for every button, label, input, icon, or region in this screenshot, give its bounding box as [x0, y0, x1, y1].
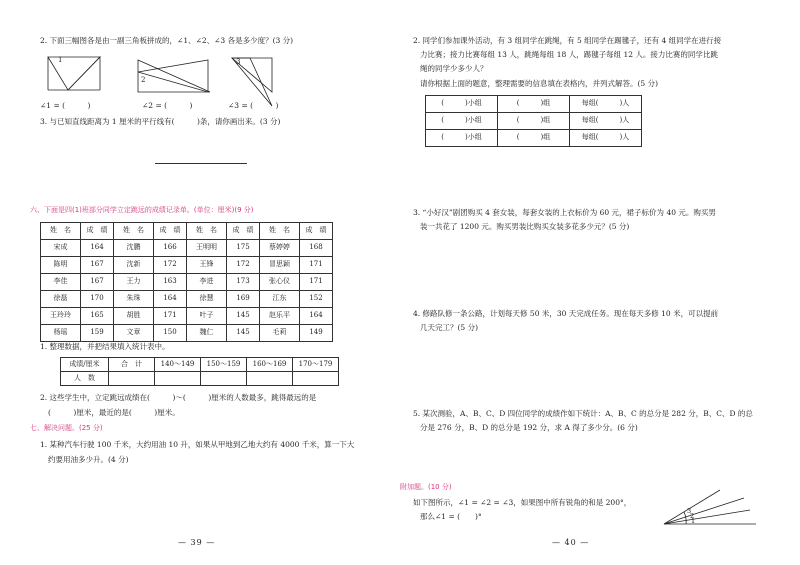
th: 成 绩 [154, 223, 187, 240]
cell: 168 [300, 240, 333, 257]
th: 成 绩 [227, 223, 260, 240]
cell: 毛莉 [260, 325, 300, 342]
section6-title: 六、下面是四(1)班部分同学立定跳远的成绩记录单。(单位：厘米)(9 分) [30, 206, 254, 214]
section6-q1: 1. 整理数据，并把结果填入统计表中。 [40, 342, 170, 351]
cell: 173 [227, 274, 260, 291]
section7-q1-line1: 1. 某种汽车行驶 100 千米，大约用油 10 升，如果从甲地到乙地大约有 4000 千米，算一下大 [40, 440, 355, 449]
right-q2-line4: 请你根据上面的题意，整理需要的信息填在表格内，并列式解答。(5 分) [420, 79, 659, 88]
table-row [426, 130, 642, 147]
th: 姓 名 [114, 223, 154, 240]
fig3-num: 3 [236, 58, 241, 66]
stat-blank[interactable] [201, 372, 247, 386]
cell: 167 [81, 274, 114, 291]
section7-title: 七、解决问题。(25 分) [30, 424, 103, 432]
cell: 陈明 [41, 257, 81, 274]
cell: 江东 [260, 291, 300, 308]
cell: 胡胜 [114, 308, 154, 325]
angle-num-3: 3 [687, 507, 692, 515]
cell: 蔡婷婷 [260, 240, 300, 257]
fig1-num: 1 [58, 56, 63, 64]
angle-figure [660, 488, 760, 528]
table-row [41, 257, 333, 274]
table-row [426, 96, 642, 113]
left-q2-text: 2. 下面三幅图各是由一副三角板拼成的，∠1、∠2、∠3 各是多少度？(3 分) [40, 36, 294, 45]
angle-num-2: 2 [690, 512, 695, 520]
section6-q2-line1: 2. 这些学生中，立定跳远成绩在( )～( )厘米的人数最多，跳得最远的是 [40, 393, 317, 402]
cell: 171 [300, 257, 333, 274]
cell: 170 [81, 291, 114, 308]
cell: ( )组 [498, 113, 570, 130]
table-row [426, 113, 642, 130]
scores-header-row [41, 223, 333, 240]
bonus-line1: 如下图所示，∠1 = ∠2 = ∠3，如果图中所有锐角的和是 200°， [413, 498, 632, 507]
right-q4-line2: 几天完工？(5 分) [420, 323, 479, 332]
cell: ( )组 [498, 130, 570, 147]
stat-th: 160～169 [247, 358, 293, 372]
cell: 杨瑶 [41, 325, 81, 342]
fig2-num: 2 [141, 76, 146, 84]
cell: 文章 [114, 325, 154, 342]
cell: 165 [81, 308, 114, 325]
stat-th: 合 计 [109, 358, 155, 372]
cell: 张心仪 [260, 274, 300, 291]
left-q3-text: 3. 与已知直线距离为 1 厘米的平行线有( )条，请你画出来。(3 分) [40, 117, 281, 126]
cell: 166 [154, 240, 187, 257]
th: 成 绩 [81, 223, 114, 240]
cell: 164 [154, 291, 187, 308]
left-page-number: — 39 — [178, 538, 216, 547]
right-q3-line1: 3. “小好汉”剧团购买 4 套女装，每套女装的上衣标价为 60 元，裙子标价为 40 元。购买男 [413, 208, 716, 217]
cell: 145 [227, 308, 260, 325]
angle1-label: ∠1 = ( ) [40, 101, 91, 110]
cell: 171 [154, 308, 187, 325]
stat-blank[interactable] [155, 372, 201, 386]
cell: ( )组 [498, 96, 570, 113]
th: 姓 名 [41, 223, 81, 240]
cell: 王明明 [187, 240, 227, 257]
cell: 每组( )人 [570, 96, 642, 113]
cell: 叶子 [187, 308, 227, 325]
stat-table [60, 357, 339, 386]
table-row [41, 325, 333, 342]
scores-table [40, 222, 333, 342]
bonus-title: 附加题。(10 分) [400, 483, 452, 491]
right-page-number: — 40 — [552, 538, 590, 547]
right-q5-line2: 分是 276 分，B、D 的总分是 192 分，求 A 得了多少分。(6 分) [420, 423, 638, 432]
figure-2 [138, 60, 210, 92]
table-row [41, 291, 333, 308]
right-q3-line2: 装一共花了 1200 元。购买男装比购买女装多花多少元？(5 分) [420, 222, 630, 231]
right-q4-line1: 4. 修路队修一条公路，计划每天修 50 米，30 天完成任务。现在每天多修 10 米，可以提前 [413, 309, 719, 318]
cell: 159 [81, 325, 114, 342]
cell: 朱珠 [114, 291, 154, 308]
cell: 魏仁 [187, 325, 227, 342]
right-q2-line3: 绳的同学少多少人？ [420, 64, 488, 73]
angle3-label: ∠3 = ( ) [228, 101, 279, 110]
cell: 164 [81, 240, 114, 257]
stat-count-row [61, 372, 339, 386]
right-q2-line2: 力比赛；接力比赛每组 13 人，跳绳每组 18 人，踢毽子每组 12 人。接力比赛的同学比跳 [420, 50, 718, 59]
cell: 徐慧 [187, 291, 227, 308]
cell: 172 [154, 257, 187, 274]
cell: ( )小组 [426, 113, 498, 130]
cell: 175 [227, 240, 260, 257]
table-row [41, 274, 333, 291]
cell: 王力 [114, 274, 154, 291]
stat-th: 成绩/厘米 [61, 358, 109, 372]
bonus-line2: 那么∠1 = ( )° [420, 512, 482, 521]
cell: 每组( )人 [570, 130, 642, 147]
cell: 冒思颖 [260, 257, 300, 274]
cell: 152 [300, 291, 333, 308]
cell: 167 [81, 257, 114, 274]
cell: 沈鹏 [114, 240, 154, 257]
table-row [41, 308, 333, 325]
cell: 171 [300, 274, 333, 291]
angle-num-1: 1 [691, 517, 696, 525]
figure-3 [232, 58, 272, 106]
table-row [41, 240, 333, 257]
cell: 宋成 [41, 240, 81, 257]
cell: 赵乐平 [260, 308, 300, 325]
th: 成 绩 [300, 223, 333, 240]
cell: 王玲玲 [41, 308, 81, 325]
cell: 李进 [187, 274, 227, 291]
cell: 徐磊 [41, 291, 81, 308]
right-q2-line1: 2. 同学们参加课外活动，有 3 组同学在跳绳，有 5 组同学在踢毽子，还有 4 组同学在进行接 [413, 36, 722, 45]
cell: 150 [154, 325, 187, 342]
given-line [155, 163, 247, 164]
stat-blank[interactable] [293, 372, 339, 386]
cell: 李佳 [41, 274, 81, 291]
figure-1 [48, 56, 100, 90]
cell: 每组( )人 [570, 113, 642, 130]
cell: 172 [227, 257, 260, 274]
cell: 王锋 [187, 257, 227, 274]
cell: 169 [227, 291, 260, 308]
angle2-label: ∠2 = ( ) [142, 101, 193, 110]
cell: 164 [300, 308, 333, 325]
section7-q1-line2: 约要用油多少升。(4 分) [48, 455, 129, 464]
stat-blank[interactable] [109, 372, 155, 386]
stat-blank[interactable] [247, 372, 293, 386]
stat-row-label: 人 数 [61, 372, 109, 386]
cell: 沈新 [114, 257, 154, 274]
cell: 145 [227, 325, 260, 342]
stat-header-row [61, 358, 339, 372]
cell: 149 [300, 325, 333, 342]
stat-th: 150～159 [201, 358, 247, 372]
cell: ( )小组 [426, 130, 498, 147]
th: 姓 名 [187, 223, 227, 240]
cell: ( )小组 [426, 96, 498, 113]
stat-th: 170～179 [293, 358, 339, 372]
section6-q2-line2: ( )厘米，最近的是( )厘米。 [48, 408, 180, 417]
stat-th: 140～149 [155, 358, 201, 372]
team-table [425, 95, 642, 147]
th: 姓 名 [260, 223, 300, 240]
right-q5-line1: 5. 某次测验，A、B、C、D 四位同学的成绩作如下统计：A、B、C 的总分是 282 分，B、C、D 的总 [413, 409, 753, 418]
cell: 163 [154, 274, 187, 291]
